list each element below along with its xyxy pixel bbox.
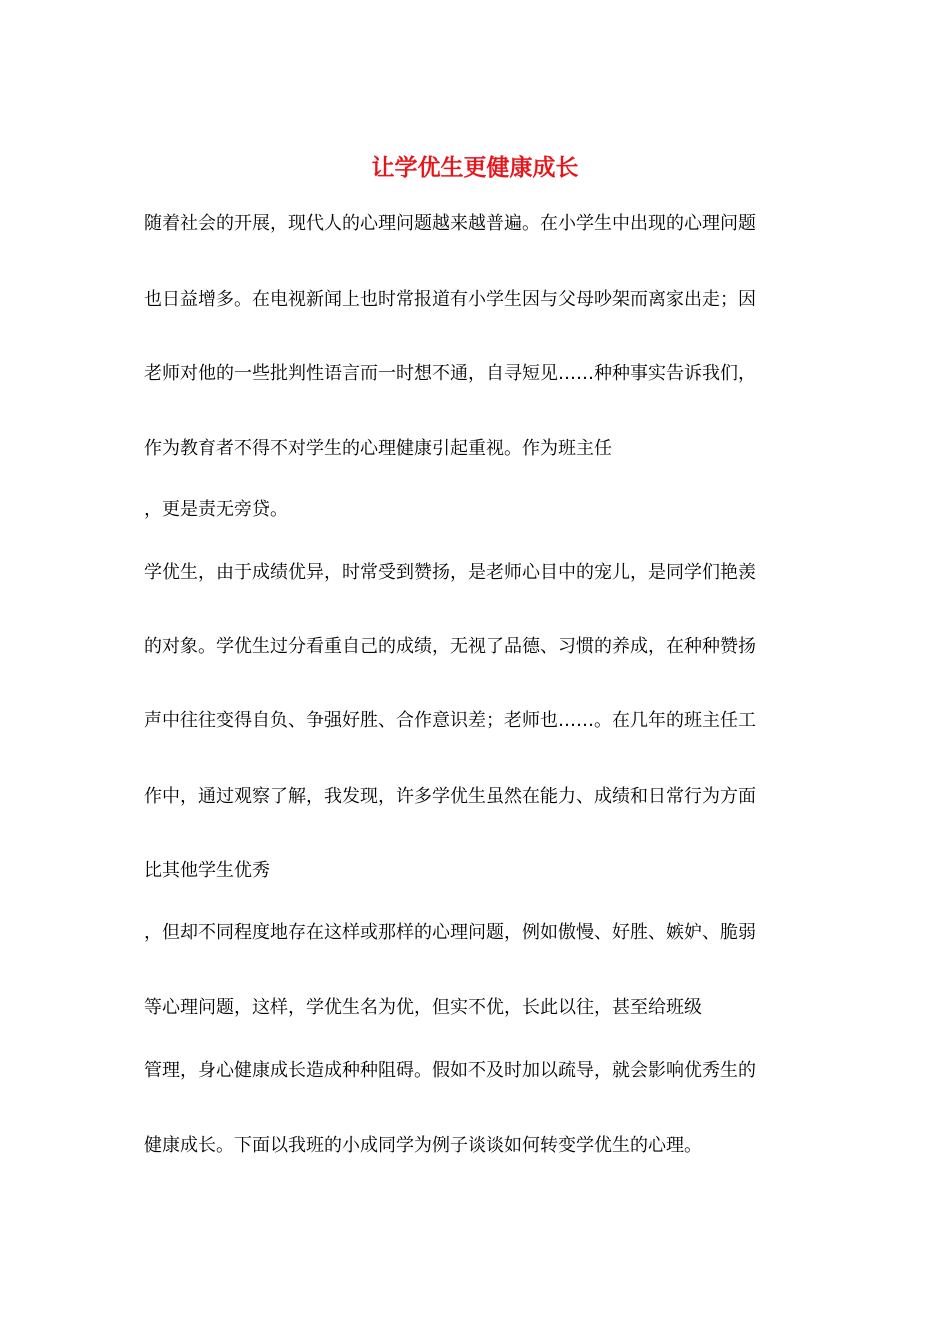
body-line: 随着社会的开展，现代人的心理问题越来越普遍。在小学生中出现的心理问题 [144, 213, 756, 234]
body-line: 比其他学生优秀 [144, 860, 270, 881]
body-line: ，但却不同程度地存在这样或那样的心理问题，例如傲慢、好胜、嫉妒、脆弱 [144, 922, 756, 943]
body-line: 管理，身心健康成长造成种种阻碍。假如不及时加以疏导，就会影响优秀生的 [144, 1060, 756, 1081]
body-line: 也日益增多。在电视新闻上也时常报道有小学生因与父母吵架而离家出走；因 [144, 289, 756, 310]
body-line: 声中往往变得自负、争强好胜、合作意识差；老师也……。在几年的班主任工 [144, 710, 756, 731]
document-title: 让学优生更健康成长 [371, 154, 579, 181]
body-line: 老师对他的一些批判性语言而一时想不通，自寻短见……种种事实告诉我们， [144, 363, 756, 384]
body-line: 等心理问题，这样，学优生名为优，但实不优，长此以往，甚至给班级 [144, 997, 702, 1018]
body-line: 健康成长。下面以我班的小成同学为例子谈谈如何转变学优生的心理。 [144, 1135, 702, 1156]
body-line: 作为教育者不得不对学生的心理健康引起重视。作为班主任 [144, 438, 612, 459]
body-line: 的对象。学优生过分看重自己的成绩，无视了品德、习惯的养成，在种种赞扬 [144, 636, 756, 657]
body-line: 学优生，由于成绩优异，时常受到赞扬，是老师心目中的宠儿，是同学们艳羡 [144, 562, 756, 583]
body-line: ，更是责无旁贷。 [144, 499, 288, 520]
body-line: 作中，通过观察了解，我发现，许多学优生虽然在能力、成绩和日常行为方面 [144, 786, 756, 807]
